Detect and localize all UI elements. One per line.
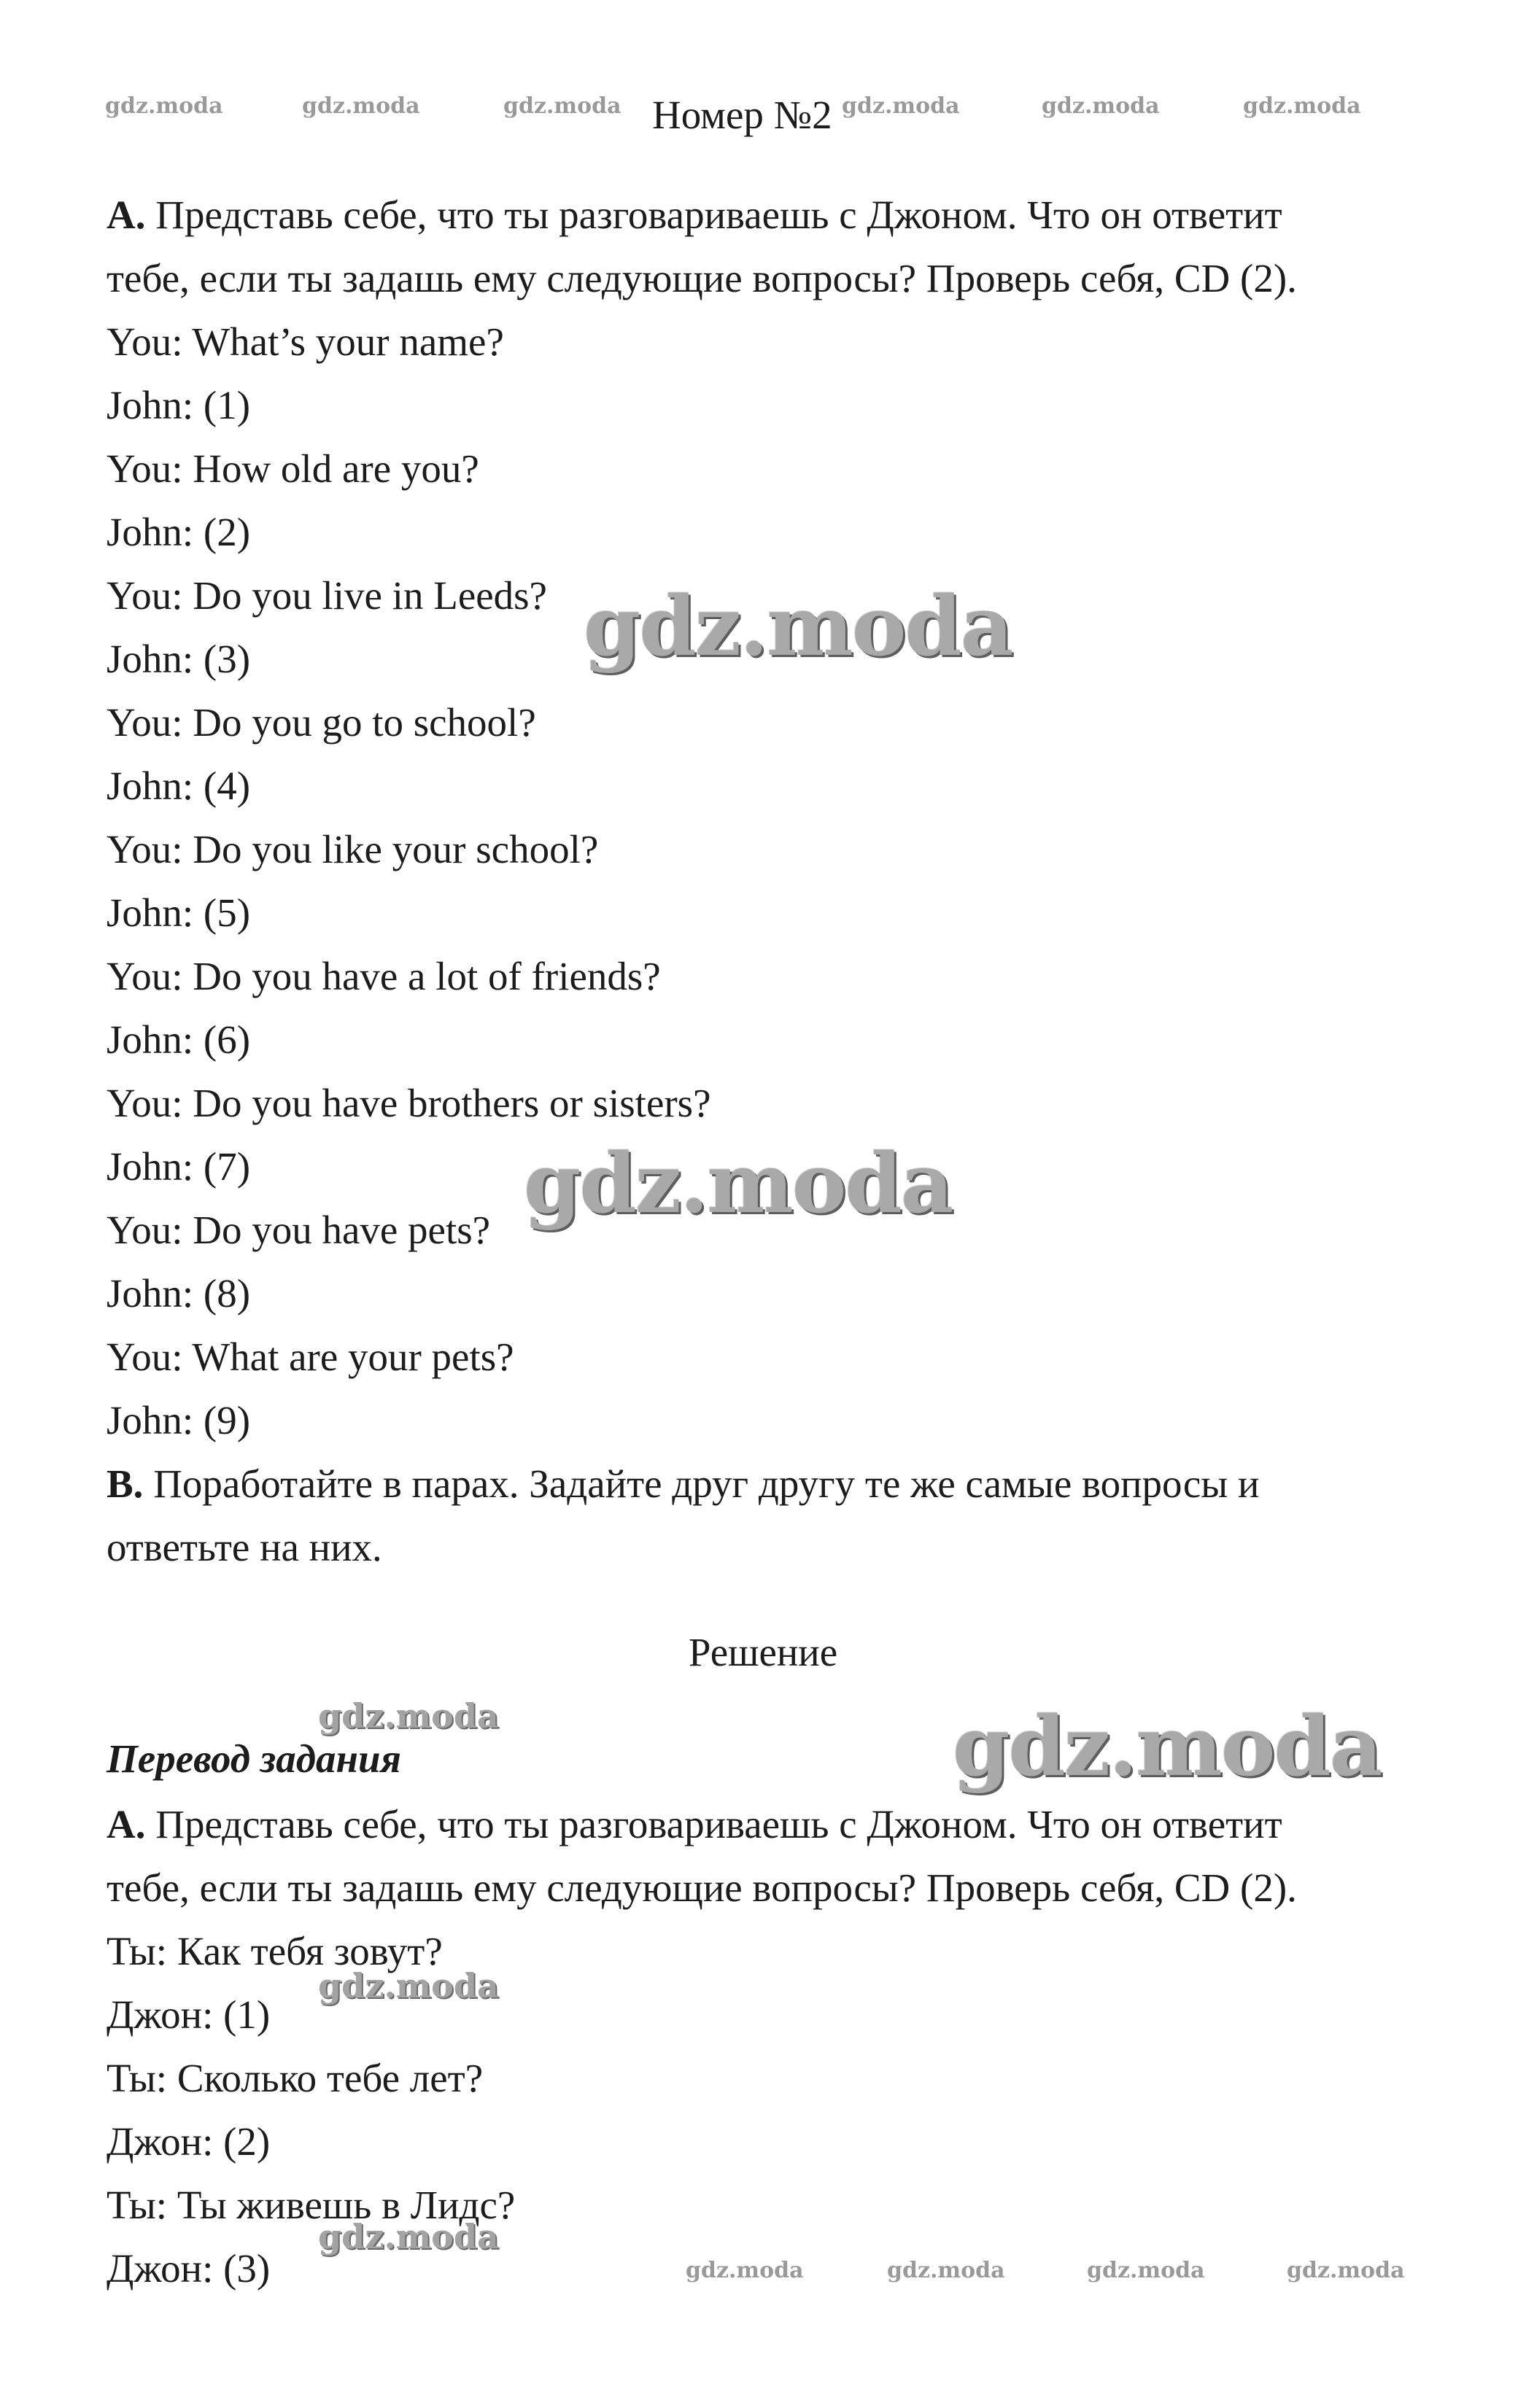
translation-dialogue-line: Ты: Ты живешь в Лидс?: [106, 2183, 516, 2227]
translation-dialogue-line: Ты: Сколько тебе лет?: [106, 2056, 484, 2100]
dialogue-line: You: Do you have brothers or sisters?: [106, 1081, 711, 1125]
dialogue-line: You: Do you like your school?: [106, 827, 599, 871]
watermark-medium-3: gdz.moda: [318, 2217, 499, 2256]
translation-dialogue-line: Ты: Как тебя зовут?: [106, 1929, 443, 1973]
page-title: Номер №2: [652, 93, 832, 137]
task-a-line-1: [106, 186, 1282, 244]
watermark-footer-1: gdz.moda: [686, 2258, 804, 2283]
dialogue-line: You: Do you have pets?: [106, 1208, 491, 1252]
dialogue-line: You: What are your pets?: [106, 1335, 514, 1379]
task-a-line-2: тебе, если ты задашь ему следующие вопросы? Проверь себя, CD (2).: [106, 256, 1297, 300]
watermark-large-3: gdz.moda: [953, 1699, 1382, 1795]
watermark-footer-4: gdz.moda: [1287, 2258, 1405, 2283]
task-b-line-2: ответьте на них.: [106, 1525, 382, 1569]
dialogue-line: John: (1): [106, 383, 251, 427]
dialogue-line: John: (7): [106, 1144, 251, 1189]
task-b-text-1: Поработайте в парах. Задайте друг другу те же самые вопросы и: [153, 1461, 1260, 1506]
watermark-header-4: gdz.moda: [842, 93, 960, 119]
solution-a-line-2: тебе, если ты задашь ему следующие вопросы? Проверь себя, CD (2).: [106, 1865, 1297, 1910]
dialogue-line: You: Do you live in Leeds?: [106, 573, 547, 618]
watermark-medium-2: gdz.moda: [318, 1966, 499, 2005]
dialogue-line: John: (5): [106, 890, 251, 935]
translation-heading: Перевод задания: [106, 1736, 401, 1781]
dialogue-line: You: Do you go to school?: [106, 700, 536, 745]
watermark-medium-1: gdz.moda: [318, 1696, 499, 1736]
task-b-line-1: [106, 1455, 1259, 1513]
dialogue-line: You: Do you have a lot of friends?: [106, 954, 661, 998]
dialogue-line: John: (4): [106, 764, 251, 808]
watermark-header-1: gdz.moda: [105, 93, 223, 119]
dialogue-line: You: What’s your name?: [106, 319, 504, 364]
translation-dialogue-line: Джон: (3): [106, 2246, 271, 2291]
watermark-footer-3: gdz.moda: [1087, 2258, 1205, 2283]
task-a-text-1: Представь себе, что ты разговариваешь с Джоном. Что он ответит: [155, 193, 1282, 237]
dialogue-line: John: (6): [106, 1017, 251, 1062]
watermark-header-2: gdz.moda: [302, 93, 420, 119]
dialogue-line: John: (3): [106, 637, 251, 681]
solution-a-line-1: [106, 1795, 1282, 1854]
solution-heading: Решение: [688, 1630, 838, 1674]
translation-dialogue-line: Джон: (1): [106, 1992, 271, 2037]
dialogue-line: John: (8): [106, 1271, 251, 1316]
watermark-header-5: gdz.moda: [1042, 93, 1160, 119]
watermark-footer-2: gdz.moda: [887, 2258, 1005, 2283]
watermark-large-2: gdz.moda: [524, 1136, 953, 1232]
solution-a-label: А.: [106, 1802, 146, 1846]
dialogue-line: John: (9): [106, 1398, 251, 1442]
watermark-header-6: gdz.moda: [1243, 93, 1361, 119]
task-a-label: А.: [106, 193, 146, 237]
watermark-large-1: gdz.moda: [584, 579, 1012, 675]
solution-a-text-1: Представь себе, что ты разговариваешь с Джоном. Что он ответит: [155, 1802, 1282, 1846]
translation-dialogue-line: Джон: (2): [106, 2119, 271, 2164]
watermark-header-3: gdz.moda: [503, 93, 621, 119]
task-b-label: В.: [106, 1461, 144, 1506]
dialogue-line: You: How old are you?: [106, 446, 479, 491]
dialogue-line: John: (2): [106, 510, 251, 554]
